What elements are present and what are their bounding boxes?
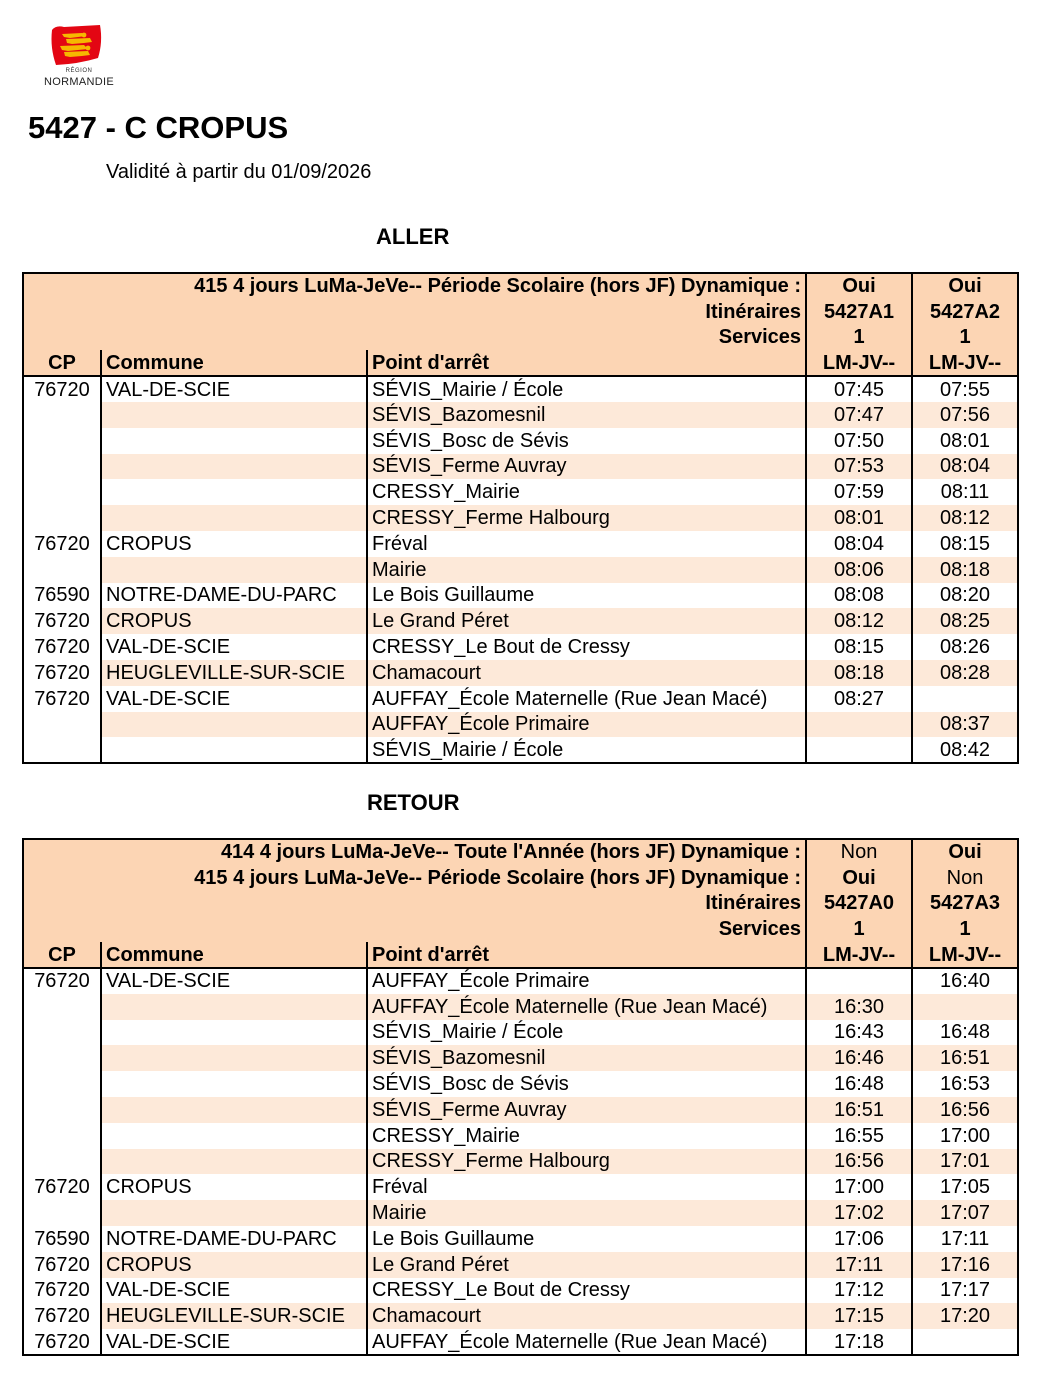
- table-row: [23, 402, 1018, 428]
- cell-stop: CRESSY_Le Bout de Cressy: [367, 1278, 806, 1304]
- cell-time: 08:42: [912, 737, 1018, 763]
- cell-cp: [23, 1097, 101, 1123]
- cell-cp: [23, 402, 101, 428]
- cell-cp: 76720: [23, 531, 101, 557]
- cell-time: 08:28: [912, 660, 1018, 686]
- cell-commune: NOTRE-DAME-DU-PARC: [101, 1226, 367, 1252]
- table-row: [23, 1149, 1018, 1175]
- cell-time: 17:02: [806, 1200, 912, 1226]
- header-row: [23, 865, 1018, 891]
- table-row: [23, 583, 1018, 609]
- column-header-days: LM-JV--: [806, 942, 912, 968]
- cell-time: 07:53: [806, 454, 912, 480]
- cell-cp: [23, 1123, 101, 1149]
- cell-commune: [101, 737, 367, 763]
- cell-time: 08:27: [806, 686, 912, 712]
- header-row: [23, 273, 1018, 299]
- header-value: 1: [912, 916, 1018, 942]
- cell-commune: [101, 479, 367, 505]
- cell-time: [806, 712, 912, 738]
- cell-stop: CRESSY_Mairie: [367, 1123, 806, 1149]
- table-row: [23, 1278, 1018, 1304]
- cell-stop: CRESSY_Mairie: [367, 479, 806, 505]
- cell-time: 16:55: [806, 1123, 912, 1149]
- cell-cp: 76720: [23, 1252, 101, 1278]
- cell-stop: AUFFAY_École Maternelle (Rue Jean Macé): [367, 1329, 806, 1355]
- cell-cp: [23, 712, 101, 738]
- cell-time: 17:18: [806, 1329, 912, 1355]
- cell-time: 16:46: [806, 1045, 912, 1071]
- cell-cp: [23, 428, 101, 454]
- cell-time: 16:51: [806, 1097, 912, 1123]
- cell-cp: 76720: [23, 1278, 101, 1304]
- column-header-cp: CP: [23, 942, 101, 968]
- cell-time: 17:07: [912, 1200, 1018, 1226]
- cell-stop: AUFFAY_École Maternelle (Rue Jean Macé): [367, 994, 806, 1020]
- table-row: [23, 1045, 1018, 1071]
- cell-commune: [101, 1149, 367, 1175]
- column-header-days: LM-JV--: [806, 350, 912, 376]
- cell-cp: 76720: [23, 608, 101, 634]
- cell-commune: [101, 1045, 367, 1071]
- cell-time: 07:59: [806, 479, 912, 505]
- cell-time: 07:56: [912, 402, 1018, 428]
- cell-time: 08:20: [912, 583, 1018, 609]
- cell-stop: SÉVIS_Ferme Auvray: [367, 454, 806, 480]
- cell-time: 07:50: [806, 428, 912, 454]
- cell-cp: 76720: [23, 376, 101, 402]
- cell-cp: [23, 1045, 101, 1071]
- cell-cp: [23, 454, 101, 480]
- cell-cp: 76720: [23, 634, 101, 660]
- logo-region-label: RÉGION: [65, 68, 93, 74]
- header-row: [23, 916, 1018, 942]
- header-value: 5427A0: [806, 891, 912, 917]
- header-row: [23, 299, 1018, 325]
- cell-cp: 76720: [23, 1174, 101, 1200]
- cell-commune: [101, 505, 367, 531]
- table-row: [23, 505, 1018, 531]
- cell-stop: CRESSY_Le Bout de Cressy: [367, 634, 806, 660]
- cell-commune: [101, 1123, 367, 1149]
- cell-time: 07:55: [912, 376, 1018, 402]
- header-value: 1: [806, 325, 912, 351]
- cell-time: 16:40: [912, 968, 1018, 994]
- table-row: [23, 634, 1018, 660]
- cell-time: 08:12: [806, 608, 912, 634]
- table-row: [23, 428, 1018, 454]
- header-value: 5427A2: [912, 299, 1018, 325]
- cell-time: [806, 968, 912, 994]
- cell-time: 17:01: [912, 1149, 1018, 1175]
- section-title-aller: ALLER: [376, 224, 450, 249]
- cell-commune: NOTRE-DAME-DU-PARC: [101, 583, 367, 609]
- cell-time: 17:00: [806, 1174, 912, 1200]
- cell-time: 08:26: [912, 634, 1018, 660]
- cell-time: 16:56: [912, 1097, 1018, 1123]
- cell-stop: SÉVIS_Mairie / École: [367, 376, 806, 402]
- table-row: [23, 968, 1018, 994]
- cell-cp: 76720: [23, 1329, 101, 1355]
- cell-commune: VAL-DE-SCIE: [101, 1329, 367, 1355]
- cell-time: 08:04: [912, 454, 1018, 480]
- cell-time: 08:15: [806, 634, 912, 660]
- table-row: [23, 1097, 1018, 1123]
- table-row: [23, 737, 1018, 763]
- header-row: [23, 325, 1018, 351]
- cell-time: 16:43: [806, 1020, 912, 1046]
- header-value: Oui: [912, 273, 1018, 299]
- cell-time: 08:08: [806, 583, 912, 609]
- cell-stop: SÉVIS_Mairie / École: [367, 737, 806, 763]
- table-row: [23, 1226, 1018, 1252]
- cell-stop: AUFFAY_École Primaire: [367, 712, 806, 738]
- header-label: Services: [23, 325, 806, 351]
- cell-time: 17:11: [806, 1252, 912, 1278]
- cell-stop: AUFFAY_École Primaire: [367, 968, 806, 994]
- table-row: [23, 531, 1018, 557]
- header-value: Oui: [806, 273, 912, 299]
- cell-commune: CROPUS: [101, 608, 367, 634]
- timetable-aller: [22, 272, 1019, 764]
- header-label: 415 4 jours LuMa-JeVe-- Période Scolaire (hors JF) Dynamique :: [23, 865, 806, 891]
- cell-cp: 76720: [23, 1303, 101, 1329]
- cell-cp: [23, 1149, 101, 1175]
- cell-stop: SÉVIS_Ferme Auvray: [367, 1097, 806, 1123]
- cell-commune: HEUGLEVILLE-SUR-SCIE: [101, 660, 367, 686]
- header-value: Non: [912, 865, 1018, 891]
- cell-commune: CROPUS: [101, 1252, 367, 1278]
- cell-commune: VAL-DE-SCIE: [101, 634, 367, 660]
- header-label: 414 4 jours LuMa-JeVe-- Toute l'Année (hors JF) Dynamique :: [23, 839, 806, 865]
- cell-stop: SÉVIS_Bosc de Sévis: [367, 428, 806, 454]
- table-row: [23, 1123, 1018, 1149]
- cell-time: 07:45: [806, 376, 912, 402]
- table-row: [23, 1071, 1018, 1097]
- table-row: [23, 994, 1018, 1020]
- cell-commune: VAL-DE-SCIE: [101, 686, 367, 712]
- cell-time: 16:30: [806, 994, 912, 1020]
- cell-time: 16:48: [806, 1071, 912, 1097]
- cell-cp: 76590: [23, 1226, 101, 1252]
- cell-commune: VAL-DE-SCIE: [101, 376, 367, 402]
- cell-commune: HEUGLEVILLE-SUR-SCIE: [101, 1303, 367, 1329]
- cell-stop: CRESSY_Ferme Halbourg: [367, 505, 806, 531]
- cell-stop: SÉVIS_Bosc de Sévis: [367, 1071, 806, 1097]
- cell-stop: Fréval: [367, 531, 806, 557]
- column-header-stop: Point d'arrêt: [367, 942, 806, 968]
- table-row: [23, 1174, 1018, 1200]
- cell-time: 17:00: [912, 1123, 1018, 1149]
- cell-stop: Mairie: [367, 1200, 806, 1226]
- table-row: [23, 660, 1018, 686]
- validity-date: Validité à partir du 01/09/2026: [106, 161, 372, 183]
- cell-commune: [101, 1097, 367, 1123]
- cell-time: [912, 686, 1018, 712]
- cell-cp: 76590: [23, 583, 101, 609]
- cell-stop: SÉVIS_Bazomesnil: [367, 1045, 806, 1071]
- header-label: Itinéraires: [23, 299, 806, 325]
- table-row: [23, 1020, 1018, 1046]
- cell-commune: CROPUS: [101, 1174, 367, 1200]
- cell-time: 17:06: [806, 1226, 912, 1252]
- cell-commune: [101, 454, 367, 480]
- header-label: 415 4 jours LuMa-JeVe-- Période Scolaire (hors JF) Dynamique :: [23, 273, 806, 299]
- cell-stop: Fréval: [367, 1174, 806, 1200]
- table-row: [23, 1303, 1018, 1329]
- header-row: [23, 839, 1018, 865]
- cell-time: 08:04: [806, 531, 912, 557]
- column-header-days: LM-JV--: [912, 350, 1018, 376]
- cell-time: 08:01: [806, 505, 912, 531]
- cell-commune: [101, 557, 367, 583]
- cell-time: 17:05: [912, 1174, 1018, 1200]
- cell-time: 17:16: [912, 1252, 1018, 1278]
- column-header-days: LM-JV--: [912, 942, 1018, 968]
- cell-stop: Le Grand Péret: [367, 1252, 806, 1278]
- header-label: Itinéraires: [23, 891, 806, 917]
- table-row: [23, 686, 1018, 712]
- header-value: 1: [912, 325, 1018, 351]
- table-row: [23, 376, 1018, 402]
- cell-stop: Le Bois Guillaume: [367, 1226, 806, 1252]
- cell-stop: Chamacourt: [367, 660, 806, 686]
- cell-time: [912, 1329, 1018, 1355]
- region-normandie-logo: [36, 24, 122, 88]
- cell-commune: [101, 428, 367, 454]
- header-value: 5427A3: [912, 891, 1018, 917]
- cell-cp: [23, 505, 101, 531]
- cell-time: 08:06: [806, 557, 912, 583]
- header-value: Oui: [912, 839, 1018, 865]
- cell-time: 08:01: [912, 428, 1018, 454]
- cell-commune: [101, 402, 367, 428]
- cell-time: 16:51: [912, 1045, 1018, 1071]
- header-value: 1: [806, 916, 912, 942]
- column-header-commune: Commune: [101, 350, 367, 376]
- cell-stop: SÉVIS_Mairie / École: [367, 1020, 806, 1046]
- cell-commune: CROPUS: [101, 531, 367, 557]
- cell-cp: 76720: [23, 660, 101, 686]
- column-header-row: [23, 942, 1018, 968]
- cell-commune: [101, 1200, 367, 1226]
- cell-time: 17:20: [912, 1303, 1018, 1329]
- table-row: [23, 454, 1018, 480]
- cell-time: 08:18: [806, 660, 912, 686]
- cell-time: 08:18: [912, 557, 1018, 583]
- cell-time: 08:37: [912, 712, 1018, 738]
- cell-stop: CRESSY_Ferme Halbourg: [367, 1149, 806, 1175]
- cell-time: 08:11: [912, 479, 1018, 505]
- cell-commune: [101, 1071, 367, 1097]
- cell-time: 16:53: [912, 1071, 1018, 1097]
- cell-cp: [23, 1071, 101, 1097]
- cell-time: 17:15: [806, 1303, 912, 1329]
- section-title-retour: RETOUR: [367, 790, 460, 815]
- cell-commune: VAL-DE-SCIE: [101, 1278, 367, 1304]
- cell-time: [912, 994, 1018, 1020]
- cell-time: [806, 737, 912, 763]
- table-row: [23, 1200, 1018, 1226]
- column-header-commune: Commune: [101, 942, 367, 968]
- cell-cp: [23, 737, 101, 763]
- cell-time: 16:56: [806, 1149, 912, 1175]
- header-value: Oui: [806, 865, 912, 891]
- cell-time: 17:17: [912, 1278, 1018, 1304]
- cell-time: 16:48: [912, 1020, 1018, 1046]
- cell-time: 17:11: [912, 1226, 1018, 1252]
- cell-commune: [101, 712, 367, 738]
- column-header-cp: CP: [23, 350, 101, 376]
- header-label: Services: [23, 916, 806, 942]
- cell-cp: [23, 479, 101, 505]
- table-row: [23, 712, 1018, 738]
- cell-time: 07:47: [806, 402, 912, 428]
- cell-time: 17:12: [806, 1278, 912, 1304]
- table-row: [23, 1329, 1018, 1355]
- cell-stop: Le Bois Guillaume: [367, 583, 806, 609]
- normandy-leopards-icon: [48, 24, 104, 66]
- cell-stop: Chamacourt: [367, 1303, 806, 1329]
- cell-cp: 76720: [23, 686, 101, 712]
- logo-region-name: NORMANDIE: [44, 76, 114, 88]
- column-header-stop: Point d'arrêt: [367, 350, 806, 376]
- cell-cp: 76720: [23, 968, 101, 994]
- cell-cp: [23, 1020, 101, 1046]
- cell-commune: VAL-DE-SCIE: [101, 968, 367, 994]
- cell-commune: [101, 1020, 367, 1046]
- table-row: [23, 1252, 1018, 1278]
- cell-stop: AUFFAY_École Maternelle (Rue Jean Macé): [367, 686, 806, 712]
- header-row: [23, 891, 1018, 917]
- cell-stop: Le Grand Péret: [367, 608, 806, 634]
- cell-commune: [101, 994, 367, 1020]
- cell-time: 08:15: [912, 531, 1018, 557]
- table-row: [23, 557, 1018, 583]
- table-row: [23, 479, 1018, 505]
- header-value: 5427A1: [806, 299, 912, 325]
- cell-time: 08:12: [912, 505, 1018, 531]
- cell-stop: Mairie: [367, 557, 806, 583]
- cell-stop: SÉVIS_Bazomesnil: [367, 402, 806, 428]
- cell-cp: [23, 557, 101, 583]
- page-title: 5427 - C CROPUS: [28, 110, 289, 145]
- timetable-retour: [22, 838, 1019, 1356]
- cell-cp: [23, 994, 101, 1020]
- table-row: [23, 608, 1018, 634]
- header-value: Non: [806, 839, 912, 865]
- cell-cp: [23, 1200, 101, 1226]
- column-header-row: [23, 350, 1018, 376]
- cell-time: 08:25: [912, 608, 1018, 634]
